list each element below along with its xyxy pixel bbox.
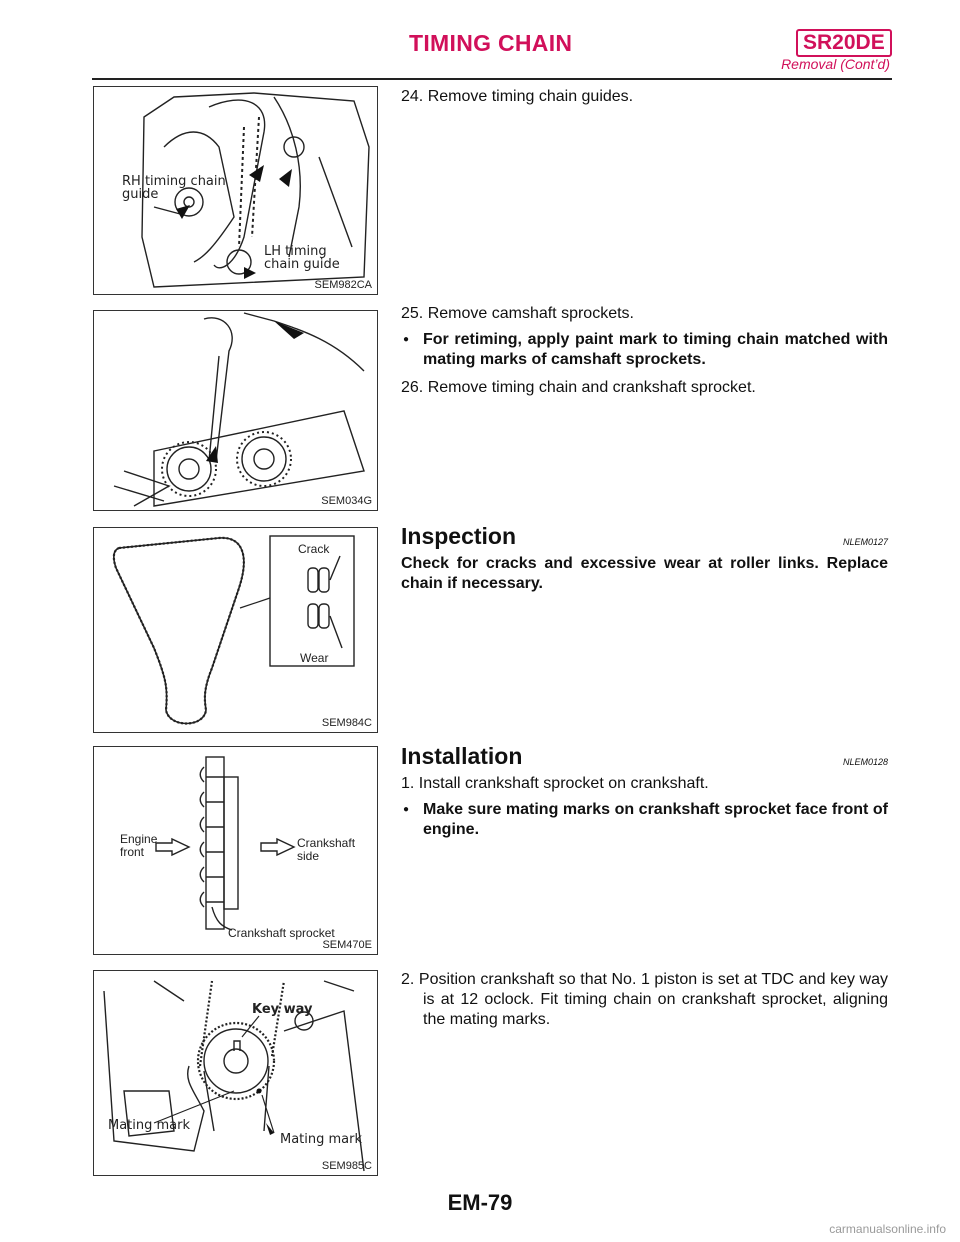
step-26: 26. Remove timing chain and crankshaft sprocket. xyxy=(401,379,756,396)
camshaft-sprocket-drawing xyxy=(94,311,378,511)
label-key-way: Key way xyxy=(252,1002,313,1017)
figure-code: SEM985C xyxy=(321,1160,372,1172)
label-rh-guide: RH timing chain guide xyxy=(122,174,226,202)
section-subtitle: Removal (Cont’d) xyxy=(781,56,890,72)
inspection-title: Inspection xyxy=(401,523,517,549)
figure-timing-chain-guides xyxy=(93,86,378,295)
figure-code: SEM034G xyxy=(321,495,372,507)
watermark: carmanualsonline.info xyxy=(829,1222,946,1236)
installation-heading xyxy=(401,743,888,774)
label-mating-mark-left: Mating mark xyxy=(108,1118,191,1133)
figure-mating-marks xyxy=(93,970,378,1176)
label-crankshaft-sprocket: Crankshaft sprocket xyxy=(228,926,335,940)
installation-step-2: 2. Position crankshaft so that No. 1 piston is set at TDC and key way is at 12 oclock. Fit timing chain on crankshaft sprocket, aligning the mating marks. xyxy=(401,971,888,1028)
installation-code: NLEM0128 xyxy=(842,757,888,767)
figure-code: SEM470E xyxy=(322,939,372,951)
figure-code: SEM984C xyxy=(321,717,372,729)
page-number: EM-79 xyxy=(447,1190,513,1215)
installation-step-1-note: ● Make sure mating marks on crankshaft sprocket face front of engine. xyxy=(401,800,888,840)
label-crankshaft-side: Crankshaft side xyxy=(297,836,356,863)
steps-25-26-block xyxy=(401,304,888,404)
inspection-section xyxy=(401,523,888,594)
inspection-code: NLEM0127 xyxy=(842,537,888,547)
label-lh-guide: LH timing chain guide xyxy=(264,244,340,272)
inspection-body: Check for cracks and excessive wear at roller links. Replace chain if necessary. xyxy=(401,555,888,592)
engine-code-badge: SR20DE xyxy=(796,29,892,57)
installation-title: Installation xyxy=(401,743,523,769)
step-24: 24. Remove timing chain guides. xyxy=(401,88,634,105)
figure-code: SEM982CA xyxy=(314,279,372,291)
label-engine-front: Engine front xyxy=(120,832,158,859)
installation-step-1: 1. Install crankshaft sprocket on crankshaft. xyxy=(401,775,709,792)
page-title: TIMING CHAIN xyxy=(409,30,573,56)
installation-step-2-block xyxy=(401,970,888,1036)
label-wear: Wear xyxy=(300,651,329,665)
figure-camshaft-sprockets xyxy=(93,310,378,511)
installation-section xyxy=(401,743,888,848)
figure-chain-inspection xyxy=(93,527,378,733)
header-rule xyxy=(92,78,892,80)
figure-crankshaft-sprocket xyxy=(93,746,378,955)
timing-chain-loop-drawing xyxy=(94,528,378,733)
step-25-note: ● For retiming, apply paint mark to timing chain matched with mating marks of camshaft sprockets. xyxy=(401,330,888,370)
step-24-block xyxy=(401,87,888,113)
label-mating-mark-right: Mating mark xyxy=(280,1132,363,1147)
step-25: 25. Remove camshaft sprockets. xyxy=(401,305,634,322)
inspection-heading xyxy=(401,523,888,554)
label-crack: Crack xyxy=(298,542,330,556)
